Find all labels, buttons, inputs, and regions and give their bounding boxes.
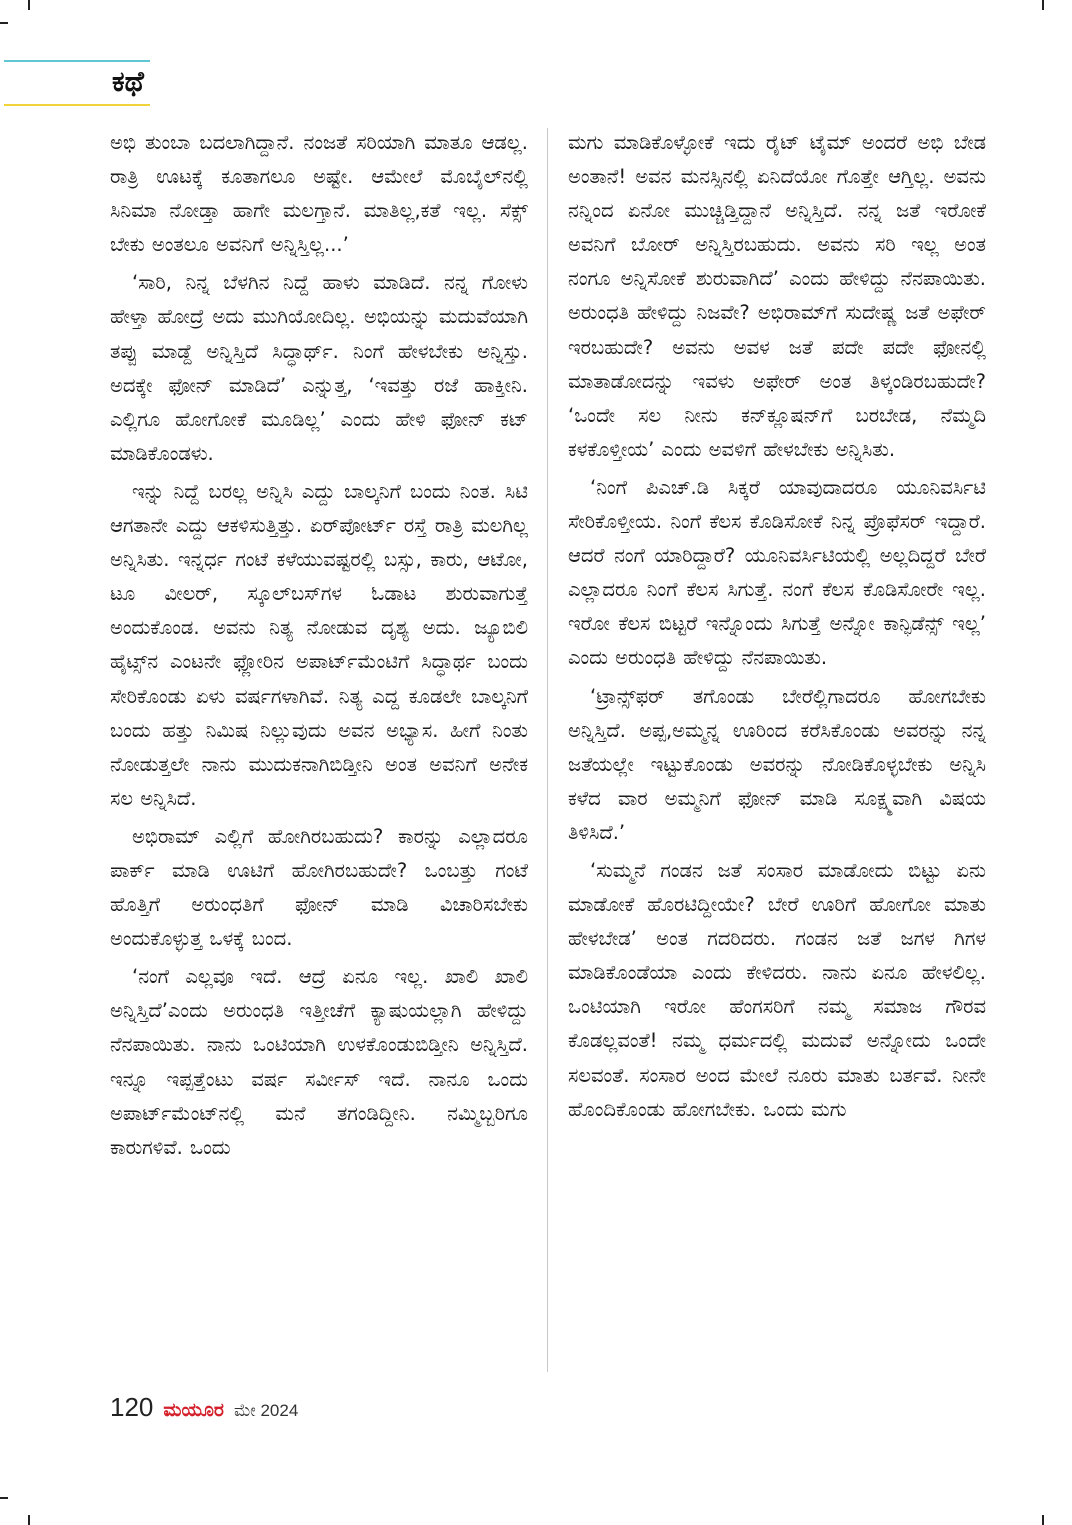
paragraph: ‘ಸುಮ್ಮನೆ ಗಂಡನ ಜತೆ ಸಂಸಾರ ಮಾಡೋದು ಬಿಟ್ಟು ಏನು ಮಾಡೋಕೆ ಹೊರಟಿದ್ದೀಯೇ? ಬೇರೆ ಊರಿಗೆ ಹೋಗೋ ಮಾತು ಹೇಳಬೇಡ’ ಅಂತ ಗದರಿದರು. ಗಂಡನ ಜತೆ ಜಗಳ ಗಿಗಳ ಮಾಡಿಕೊಂಡೆಯಾ ಎಂದು ಕೇಳಿದರು. ನಾನು ಏನೂ ಹೇಳಲಿಲ್ಲ. ಒಂಟಿಯಾಗಿ ಇರೋ ಹೆಂಗಸರಿಗೆ ನಮ್ಮ ಸಮಾಜ ಗೌರವ ಕೊಡಲ್ಲವಂತೆ! ನಮ್ಮ ಧರ್ಮದಲ್ಲಿ ಮದುವೆ ಅನ್ನೋದು ಒಂದೇ ಸಲವಂತೆ. ಸಂಸಾರ ಅಂದ ಮೇಲೆ ನೂರು ಮಾತು ಬರ್ತವೆ. ನೀನೇ ಹೊಂದಿಕೊಂಡು ಹೋಗಬೇಕು. ಒಂದು ಮಗು: [568, 858, 986, 1121]
paragraph: ‘ನಿಂಗೆ ಪಿಎಚ್.ಡಿ ಸಿಕ್ಕರೆ ಯಾವುದಾದರೂ ಯೂನಿವರ್ಸಿಟಿ ಸೇರಿಕೊಳ್ತೀಯ. ನಿಂಗೆ ಕೆಲಸ ಕೊಡಿಸೋಕೆ ನಿನ್ನ ಪ್ರೊಫೆಸರ್ ಇದ್ದಾರೆ. ಆದರೆ ನಂಗೆ ಯಾರಿದ್ದಾರೆ? ಯೂನಿವರ್ಸಿಟಿಯಲ್ಲಿ ಅಲ್ಲದಿದ್ದರೆ ಬೇರೆ ಎಲ್ಲಾದರೂ ನಿಂಗೆ ಕೆಲಸ ಸಿಗುತ್ತೆ. ನಂಗೆ ಕೆಲಸ ಕೊಡಿಸೋರೇ ಇಲ್ಲ. ಇರೋ ಕೆಲಸ ಬಿಟ್ಟರೆ ಇನ್ನೊಂದು ಸಿಗುತ್ತೆ ಅನ್ನೋ ಕಾನ್ಫಿಡೆನ್ಸ್ ಇಲ್ಲ’ ಎಂದು ಅರುಂಧತಿ ಹೇಳಿದ್ದು ನೆನಪಾಯಿತು.: [568, 475, 986, 670]
paragraph: ‘ನಂಗೆ ಎಲ್ಲವೂ ಇದೆ. ಆದ್ರೆ ಏನೂ ಇಲ್ಲ. ಖಾಲಿ ಖಾಲಿ ಅನ್ನಿಸ್ತಿದೆ’ಎಂದು ಅರುಂಧತಿ ಇತ್ತೀಚೆಗೆ ಕ್ಯಾಷುಯಲ್ಲಾಗಿ ಹೇಳಿದ್ದು ನೆನಪಾಯಿತು. ನಾನು ಒಂಟಿಯಾಗಿ ಉಳಕೊಂಡುಬಿಡ್ತೀನಿ ಅನ್ನಿಸ್ತಿದೆ. ಇನ್ನೂ ಇಪ್ಪತ್ತೆಂಟು ವರ್ಷ ಸರ್ವೀಸ್ ಇದೆ. ನಾನೂ ಒಂದು ಅಪಾರ್ಟ್‌ಮೆಂಟ್‌ನಲ್ಲಿ ಮನೆ ತಗಂಡಿದ್ದೀನಿ. ನಮ್ಮಿಬ್ಬರಿಗೂ ಕಾರುಗಳಿವೆ. ಒಂದು: [110, 965, 528, 1159]
paragraph: ಮಗು ಮಾಡಿಕೊಳ್ಳೋಕೆ ಇದು ರೈಟ್ ಟೈಮ್ ಅಂದರೆ ಅಭಿ ಬೇಡ ಅಂತಾನೆ! ಅವನ ಮನಸ್ಸಿನಲ್ಲಿ ಏನಿದೆಯೋ ಗೊತ್ತೇ ಆಗ್ತಿಲ್ಲ. ಅವನು ನನ್ನಿಂದ ಏನೋ ಮುಚ್ಚಿಡ್ತಿದ್ದಾನೆ ಅನ್ನಿಸ್ತಿದೆ. ನನ್ನ ಜತೆ ಇರೋಕೆ ಅವನಿಗೆ ಬೋರ್ ಅನ್ನಿಸ್ತಿರಬಹುದು. ಅವನು ಸರಿ ಇಲ್ಲ ಅಂತ ನಂಗೂ ಅನ್ನಿಸೋಕೆ ಶುರುವಾಗಿದೆ’ ಎಂದು ಹೇಳಿದ್ದು ನೆನಪಾಯಿತು. ಅರುಂಧತಿ ಹೇಳಿದ್ದು ನಿಜವೇ? ಅಭಿರಾಮ್‌ಗೆ ಸುದೇಷ್ಣ ಜತೆ ಅಫೇರ್ ಇರಬಹುದೇ? ಅವನು ಅವಳ ಜತೆ ಪದೇ ಪದೇ ಫೋನಲ್ಲಿ ಮಾತಾಡೋದನ್ನು ಇವಳು ಅಫೇರ್ ಅಂತ ತಿಳ್ಕಂಡಿರಬಹುದೇ? ‘ಒಂದೇ ಸಲ ನೀನು ಕನ್‌ಕ್ಲೂಷನ್‌ಗೆ ಬರಬೇಡ, ನೆಮ್ಮದಿ ಕಳಕೊಳ್ತೀಯ’ ಎಂದು ಅವಳಿಗೆ ಹೇಳಬೇಕು ಅನ್ನಿಸಿತು.: [568, 131, 986, 461]
column-divider: [547, 128, 548, 1372]
crop-mark-bottom-right: [1042, 1515, 1044, 1525]
section-accent-line-top: [4, 60, 150, 62]
magazine-logo: ಮಯೂರ: [163, 1399, 224, 1421]
section-label: ಕಥೆ: [112, 65, 144, 98]
crop-mark-bottom-left: [28, 1515, 30, 1525]
section-accent-line-bottom: [4, 104, 150, 106]
article-column-right: [568, 126, 986, 1127]
article-column-left: [110, 126, 528, 1165]
paragraph: ಇನ್ನು ನಿದ್ದೆ ಬರಲ್ಲ ಅನ್ನಿಸಿ ಎದ್ದು ಬಾಲ್ಕನಿಗೆ ಬಂದು ನಿಂತ. ಸಿಟಿ ಆಗತಾನೇ ಎದ್ದು ಆಕಳಿಸುತ್ತಿತ್ತು. ಏರ್‌ಪೋರ್ಟ್ ರಸ್ತೆ ರಾತ್ರಿ ಮಲಗಿಲ್ಲ ಅನ್ನಿಸಿತು. ಇನ್ನರ್ಧ ಗಂಟೆ ಕಳೆಯುವಷ್ಟರಲ್ಲಿ ಬಸ್ಸು, ಕಾರು, ಆಟೋ, ಟೂ ವೀಲರ್, ಸ್ಕೂಲ್‌ಬಸ್‌ಗಳ ಓಡಾಟ ಶುರುವಾಗುತ್ತೆ ಅಂದುಕೊಂಡ. ಅವನು ನಿತ್ಯ ನೋಡುವ ದೃಶ್ಯ ಅದು. ಜ್ಯೂಬಿಲಿ ಹೈಟ್ಸ್‌ನ ಎಂಟನೇ ಫ್ಲೋರಿನ ಅಪಾರ್ಟ್‌ಮೆಂಟಿಗೆ ಸಿದ್ಧಾರ್ಥ ಬಂದು ಸೇರಿಕೊಂಡು ಏಳು ವರ್ಷಗಳಾಗಿವೆ. ನಿತ್ಯ ಎದ್ದ ಕೂಡಲೇ ಬಾಲ್ಕನಿಗೆ ಬಂದು ಹತ್ತು ನಿಮಿಷ ನಿಲ್ಲುವುದು ಅವನ ಅಭ್ಯಾಸ. ಹೀಗೆ ನಿಂತು ನೋಡುತ್ತಲೇ ನಾನು ಮುದುಕನಾಗಿಬಿಡ್ತೀನಿ ಅಂತ ಅವನಿಗೆ ಅನೇಕ ಸಲ ಅನ್ನಿಸಿದೆ.: [110, 479, 528, 810]
crop-mark-top-right: [1042, 0, 1044, 10]
page-number: 120: [110, 1392, 154, 1422]
issue-date: ಮೇ 2024: [233, 1401, 299, 1420]
crop-mark-left-lower: [0, 1497, 8, 1499]
crop-mark-top-left: [28, 0, 30, 10]
page-footer: [110, 1392, 298, 1428]
crop-mark-left-upper: [0, 22, 8, 24]
paragraph: ಅಭಿ ತುಂಬಾ ಬದಲಾಗಿದ್ದಾನೆ. ನಂಜತೆ ಸರಿಯಾಗಿ ಮಾತೂ ಆಡಲ್ಲ. ರಾತ್ರಿ ಊಟಕ್ಕೆ ಕೂತಾಗಲೂ ಅಷ್ಟೇ. ಆಮೇಲೆ ಮೊಬೈಲ್‌ನಲ್ಲಿ ಸಿನಿಮಾ ನೋಡ್ತಾ ಹಾಗೇ ಮಲಗ್ತಾನೆ. ಮಾತಿಲ್ಲ,ಕತೆ ಇಲ್ಲ. ಸೆಕ್ಸ್ ಬೇಕು ಅಂತಲೂ ಅವನಿಗೆ ಅನ್ನಿಸ್ತಿಲ್ಲ...’: [110, 131, 528, 257]
paragraph: ಅಭಿರಾಮ್ ಎಲ್ಲಿಗೆ ಹೋಗಿರಬಹುದು? ಕಾರನ್ನು ಎಲ್ಲಾದರೂ ಪಾರ್ಕ್ ಮಾಡಿ ಊಟಿಗೆ ಹೋಗಿರಬಹುದೇ? ಒಂಬತ್ತು ಗಂಟೆ ಹೊತ್ತಿಗೆ ಅರುಂಧತಿಗೆ ಫೋನ್ ಮಾಡಿ ವಿಚಾರಿಸಬೇಕು ಅಂದುಕೊಳ್ಳುತ್ತ ಒಳಕ್ಕೆ ಬಂದ.: [110, 824, 528, 951]
paragraph: ‘ಟ್ರಾನ್ಸ್‌ಫರ್ ತಗೊಂಡು ಬೇರೆಲ್ಲಿಗಾದರೂ ಹೋಗಬೇಕು ಅನ್ನಿಸ್ತಿದೆ. ಅಪ್ಪ,ಅಮ್ಮನ್ನ ಊರಿಂದ ಕರೆಸಿಕೊಂಡು ಅವರನ್ನು ನನ್ನ ಜತೆಯಲ್ಲೇ ಇಟ್ಟುಕೊಂಡು ಅವರನ್ನು ನೋಡಿಕೊಳ್ಳಬೇಕು ಅನ್ನಿಸಿ ಕಳೆದ ವಾರ ಅಮ್ಮನಿಗೆ ಫೋನ್ ಮಾಡಿ ಸೂಕ್ಷ್ಮವಾಗಿ ವಿಷಯ ತಿಳಿಸಿದೆ.’: [568, 684, 986, 844]
paragraph: ‘ಸಾರಿ, ನಿನ್ನ ಬೆಳಗಿನ ನಿದ್ದೆ ಹಾಳು ಮಾಡಿದೆ. ನನ್ನ ಗೋಳು ಹೇಳ್ತಾ ಹೋದ್ರೆ ಅದು ಮುಗಿಯೋದಿಲ್ಲ. ಅಭಿಯನ್ನು ಮದುವೆಯಾಗಿ ತಪ್ಪು ಮಾಡ್ದೆ ಅನ್ನಿಸ್ತಿದೆ ಸಿದ್ಧಾರ್ಥ್. ನಿಂಗೆ ಹೇಳಬೇಕು ಅನ್ನಿಸ್ತು. ಅದಕ್ಕೇ ಫೋನ್ ಮಾಡಿದೆ’ ಎನ್ನುತ್ತ, ‘ಇವತ್ತು ರಜೆ ಹಾಕ್ತೀನಿ. ಎಲ್ಲಿಗೂ ಹೋಗೋಕೆ ಮೂಡಿಲ್ಲ’ ಎಂದು ಹೇಳಿ ಫೋನ್ ಕಟ್ ಮಾಡಿಕೊಂಡಳು.: [110, 271, 528, 465]
